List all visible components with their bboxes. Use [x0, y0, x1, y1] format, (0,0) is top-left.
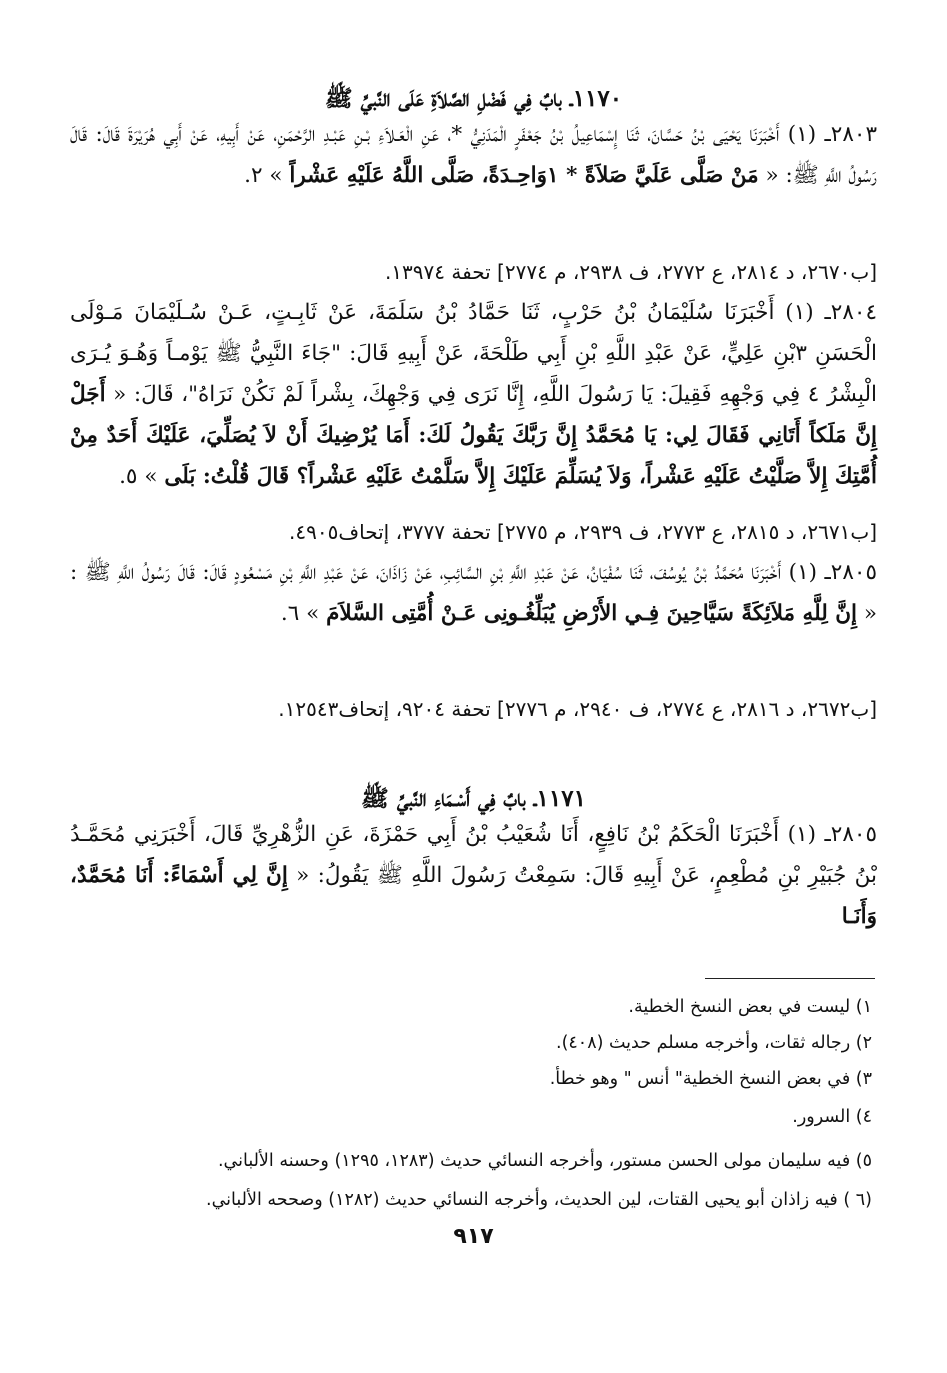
hadith-text: ٢٨٠٥ـ (١) أَخْبَرَنَا الْحَكَمُ بْنُ نَافِعٍ، أَنَا شُعَيْبُ بْنُ أَبِي حَمْزَةَ، عَنِ الزُّهْرِيِّ قَالَ، أَخْبَرَنِي مُحَمَّـدُ بْنُ جُبَيْرِ بْنِ مُطْعِمٍ، عَنْ أَبِيهِ قَالَ: سَمِعْتُ رَسُولَ اللَّهِ ﷺ يَقُولُ: « — [70, 822, 878, 888]
hadith-2805b — [70, 814, 877, 937]
hadith-quote: أَجَلْ إِنَّ مَلَكاً أَتَانِي فَقَالَ لِي: يَا مُحَمَّدُ إِنَّ رَبَّكَ يَقُولُ لَكَ: أَمَا يُرْضِيكَ أَنْ لاَ يُصَلِّيَ، عَلَيْكَ أَحَدٌ مِنْ أُمَّتِكَ إِلاَّ صَلَّيْتُ عَلَيْهِ عَشْراً، وَلاَ يُسَلِّمَ عَلَيْكَ إِلاَّ سَلَّمْتُ عَلَيْهِ عَشْراً؟ قَالَ قُلْتُ: بَلَى — [70, 382, 877, 489]
chapter-heading-1170: ١١٧٠ـ بابٌ فِي فَضْلِ الصَّلاَةِ عَلَى النَّبيِّ ﷺ — [324, 85, 623, 112]
hadith-quote: إِنَّ لِي أَسْمَاءً: أَنَا مُحَمَّدٌ، وَأَنَـا — [70, 863, 877, 929]
hadith-text: ٢٨٠٤ـ (١) أَخْبَرَنَا سُلَيْمَانُ بْنُ حَرْبٍ، ثَنَا حَمَّادُ بْنُ سَلَمَةَ، عَنْ ثَابِـتٍ، عَـنْ سُـلَيْمَانَ مَـوْلَى الْحَسَنِ ٣بْنِ عَلِيٍّ، عَنْ عَبْدِ اللَّهِ بْنِ أَبِي طَلْحَةَ، عَنْ أَبِيهِ قَالَ: "جَاءَ النَّبِيُّ ﷺ يَوْمـاً وَهُـوَ يُـرَى الْبِشْرُ ٤ فِي وَجْهِهِ فَقِيلَ: يَا رَسُولَ اللَّهِ، إِنَّا نَرَى فِي وَجْهِكَ، بِشْراً لَمْ نَكُنْ نَرَاهُ"، قَالَ: « — [70, 300, 877, 407]
page-number: ٩١٧ — [453, 1224, 494, 1249]
hadith-end: » ٥. — [119, 464, 158, 489]
footnote-5: ٥) فيه سليمان مولى الحسن مستور، وأخرجه النسائي حديث (١٢٨٣، ١٢٩٥) وحسنه الألباني. — [217, 1151, 872, 1171]
hadith-text: ٢٨٠٥ـ (١) أَخْبَرَنَا مُحَمَّدُ بْنُ يُوسُفَ، ثَنَا سُفْيَانُ، عَنْ عَبْدِ اللَّهِ بْنِ السَّائِبِ، عَنْ زَاذَانَ، عَنْ عَبْدِ اللَّهِ بْنِ مَسْعُودٍ قَالَ: قَالَ رَسُولُ اللَّهِ ﷺ : « — [70, 560, 877, 626]
hadith-text: ٢٨٠٣ـ (١) أَخْبَرَنَا يَحْيَى بْنُ حَسَّانَ، ثَنَا إِسْمَاعِيلُ بْنُ جَعْفَرٍ الْمَدَنِيُّ *، عَنِ الْعَـلاَءِ بْـنِ عَبْـدِ الرَّحْمَنِ، عَنْ أَبِيهِ، عَنْ أَبِي هُرَيْرَةَ قَالَ: قَالَ رَسُولُ اللَّهِ ﷺ: « — [70, 122, 877, 188]
hadith-reference: [ب٢٦٧٢، د ٢٨١٦، ع ٢٧٧٤، ف ٢٩٤٠، م ٢٧٧٦] تحفة ٩٢٠٤، إتحاف١٢٥٤٣. — [278, 697, 877, 721]
hadith-reference: [ب٢٦٧١، د ٢٨١٥، ع ٢٧٧٣، ف ٢٩٣٩، م ٢٧٧٥] تحفة ٣٧٧٧، إتحاف٤٩٠٥. — [289, 520, 877, 544]
footnote-3: ٣) في بعض النسخ الخطية" أنس " وهو خطأ. — [549, 1069, 872, 1089]
hadith-quote: مَنْ صَلَّى عَلَيَّ صَلاَةً * ١وَاحِـدَةً، صَلَّى اللَّهُ عَلَيْهِ عَشْراً — [289, 163, 759, 188]
hadith-quote: إِنَّ لِلَّهِ مَلاَئِكَةً سَيَّاحِينَ فِـي الأَرْضِ يُبَلِّغُـونِى عَـنْ أُمَّتِى السَّلاَمَ — [326, 601, 857, 626]
footnote-4: ٤) السرور. — [792, 1107, 872, 1127]
footnote-divider — [705, 978, 875, 979]
footnote-1: ١) ليست في بعض النسخ الخطية. — [628, 997, 872, 1017]
hadith-2804 — [70, 292, 877, 497]
chapter-heading-1171: ١١٧١ـ بابٌ فِي أَسْـمَاءِ النَّبيِّ ﷺ — [361, 785, 586, 812]
hadith-reference: [ب٢٦٧٠، د ٢٨١٤، ع ٢٧٧٢، ف ٢٩٣٨، م ٢٧٧٤] تحفة ١٣٩٧٤. — [384, 260, 877, 284]
footnote-6: (٦ ) فيه زاذان أبو يحيى القتات، لين الحديث، وأخرجه النسائي حديث (١٢٨٢) وصححه الألباني. — [206, 1190, 872, 1210]
hadith-end: » ٢. — [244, 163, 283, 188]
hadith-2805 — [70, 552, 877, 634]
hadith-end: » ٦. — [280, 601, 320, 626]
footnote-2: ٢) رجاله ثقات، وأخرجه مسلم حديث (٤٠٨). — [556, 1033, 872, 1053]
hadith-2803 — [70, 114, 877, 196]
